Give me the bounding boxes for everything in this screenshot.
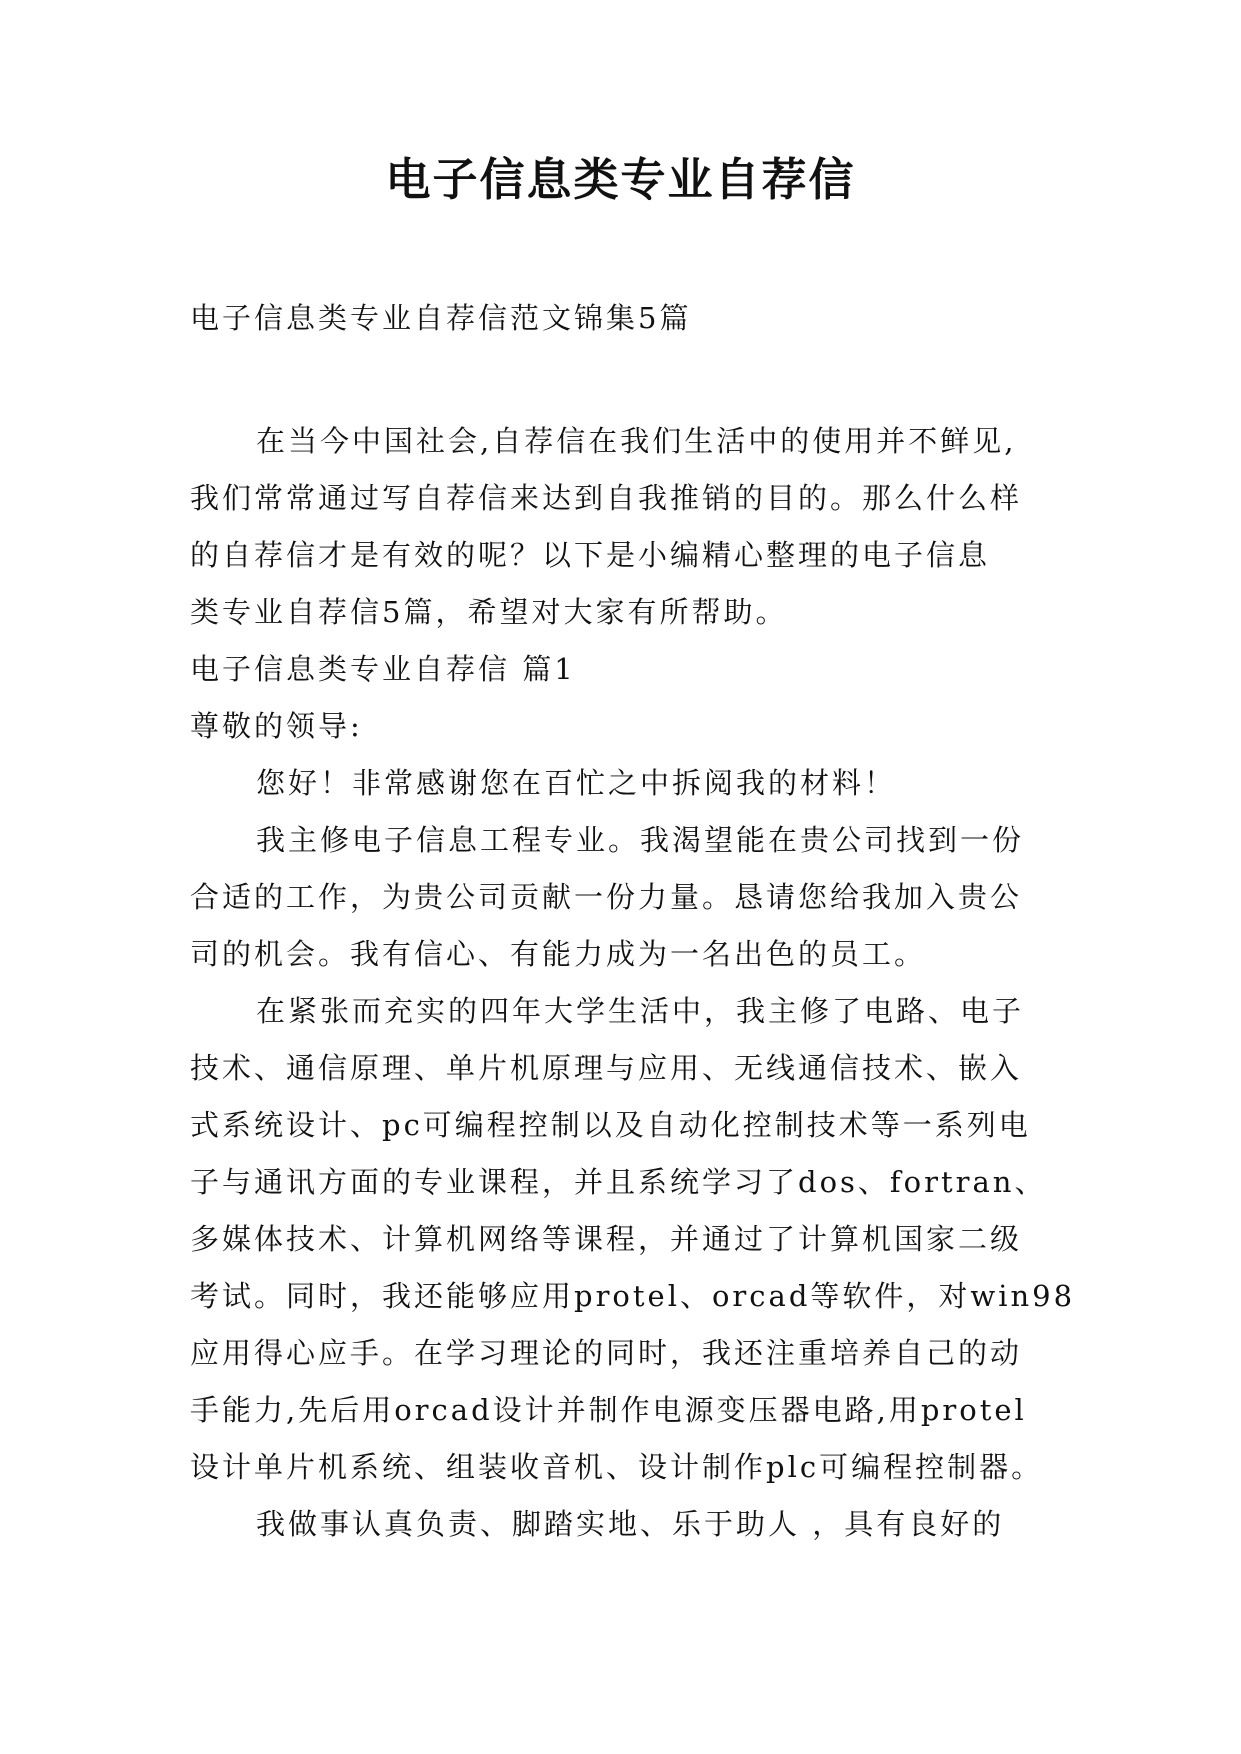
intro-line: 在当今中国社会,自荐信在我们生活中的使用并不鲜见, — [256, 424, 1017, 458]
salutation: 尊敬的领导: — [190, 709, 363, 743]
intro-line: 我们常常通过写自荐信来达到自我推销的目的。那么什么样 — [190, 481, 1023, 515]
spacer — [190, 347, 1050, 413]
intro-paragraph — [190, 413, 1050, 641]
paragraph-line: 设计单片机系统、组装收音机、设计制作plc可编程控制器。 — [190, 1450, 1044, 1484]
document-title: 电子信息类专业自荐信 — [385, 153, 856, 206]
paragraph-major — [190, 812, 1050, 983]
document-body — [190, 290, 1076, 1553]
paragraph-line: 司的机会。我有信心、有能力成为一名出色的员工。 — [190, 937, 927, 971]
paragraph-line: 考试。同时，我还能够应用protel、orcad等软件，对win98 — [190, 1279, 1076, 1313]
paragraph-line: 我做事认真负责、脚踏实地、乐于助人 ，具有良好的 — [256, 1507, 1005, 1541]
intro-line: 的自荐信才是有效的呢？以下是小编精心整理的电子信息 — [190, 538, 991, 572]
paragraph-line: 子与通讯方面的专业课程，并且系统学习了dos、fortran、 — [190, 1165, 1047, 1199]
paragraph-line: 在紧张而充实的四年大学生活中，我主修了电路、电子 — [256, 994, 1025, 1028]
paragraph-line: 技术、通信原理、单片机原理与应用、无线通信技术、嵌入 — [190, 1051, 1023, 1085]
paragraph-line: 多媒体技术、计算机网络等课程，并通过了计算机国家二级 — [190, 1222, 1023, 1256]
paragraph-line: 手能力,先后用orcad设计并制作电源变压器电路,用protel — [190, 1393, 1027, 1427]
greeting: 您好！非常感谢您在百忙之中拆阅我的材料！ — [256, 766, 897, 800]
paragraph-courses — [190, 983, 1076, 1496]
intro-line: 类专业自荐信5篇，希望对大家有所帮助。 — [190, 595, 788, 629]
paragraph-line: 合适的工作，为贵公司贡献一份力量。恳请您给我加入贵公 — [190, 880, 1023, 914]
subtitle: 电子信息类专业自荐信范文锦集5篇 — [190, 301, 692, 335]
paragraph-line: 应用得心应手。在学习理论的同时，我还注重培养自己的动 — [190, 1336, 1023, 1370]
section-heading: 电子信息类专业自荐信 篇1 — [190, 652, 576, 686]
paragraph-line: 我主修电子信息工程专业。我渴望能在贵公司找到一份 — [256, 823, 1025, 857]
paragraph-character — [190, 1496, 1050, 1553]
paragraph-line: 式系统设计、pc可编程控制以及自动化控制技术等一系列电 — [190, 1108, 1031, 1142]
